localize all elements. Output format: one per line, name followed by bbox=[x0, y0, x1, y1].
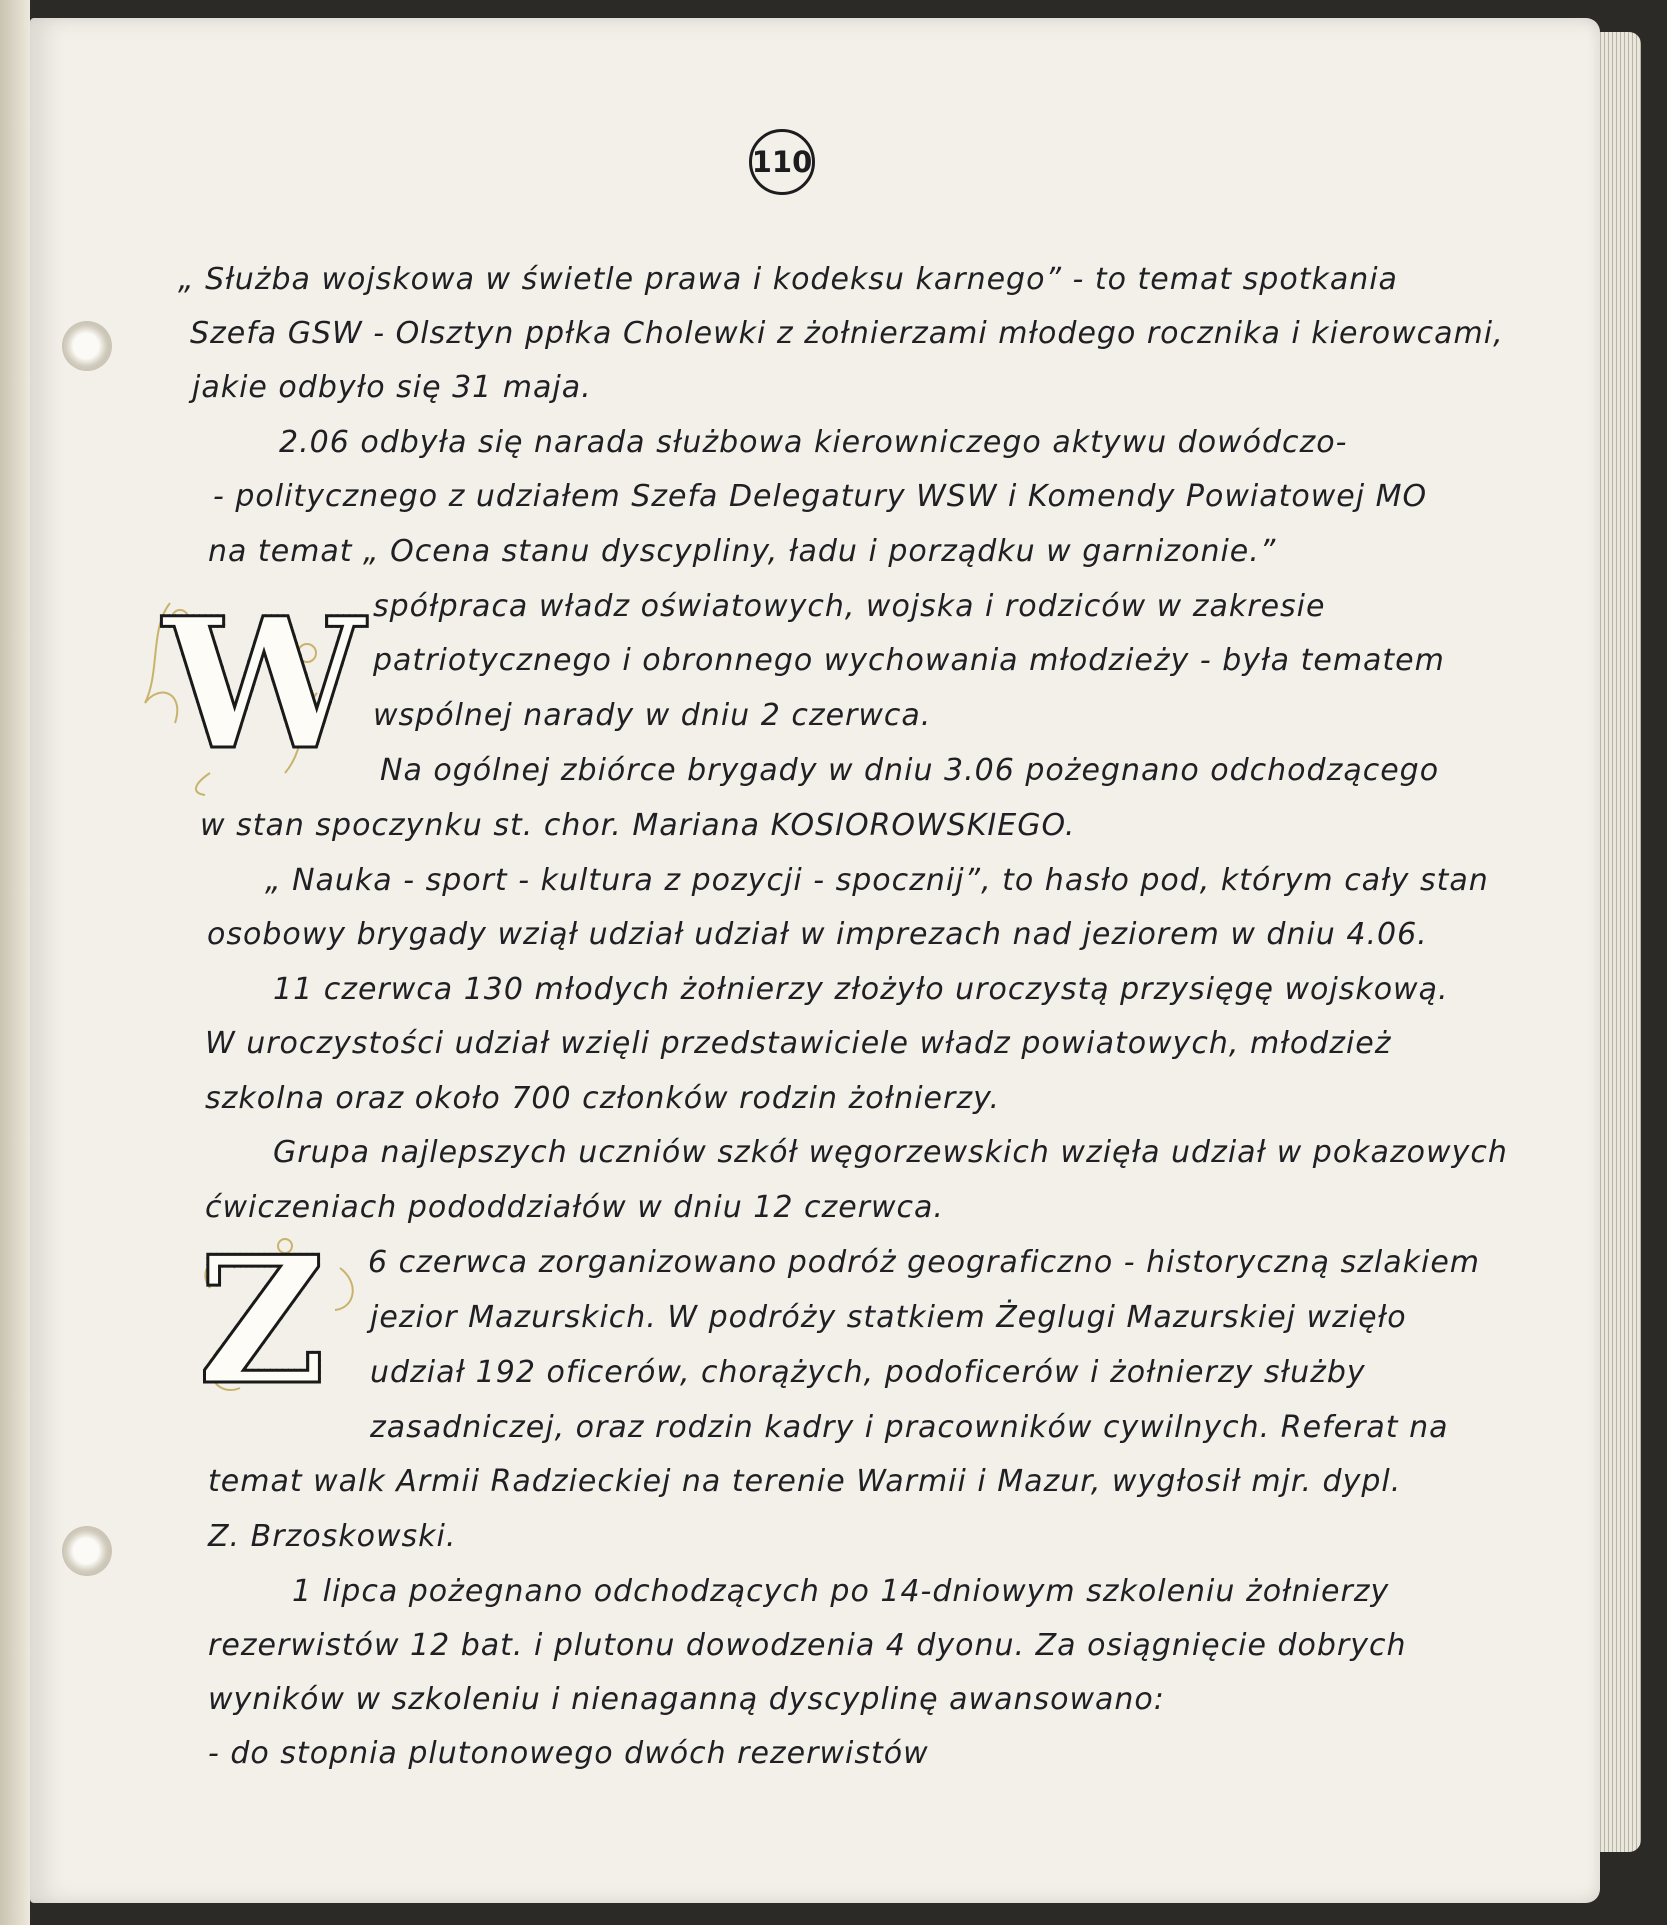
text-line: 11 czerwca 130 młodych żołnierzy złożyło uroczystą przysięgę wojskową. bbox=[273, 972, 1449, 1007]
binding-hole bbox=[64, 1528, 110, 1574]
text-line: wyników w szkoleniu i nienaganną dyscyplinę awansowano: bbox=[208, 1682, 1165, 1717]
text-line: „ Służba wojskowa w świetle prawa i kodeksu karnego” - to temat spotkania bbox=[178, 262, 1398, 297]
binding-hole bbox=[64, 323, 110, 369]
text-line: udział 192 oficerów, chorążych, podoficerów i żołnierzy służby bbox=[370, 1355, 1366, 1390]
text-line: patriotycznego i obronnego wychowania młodzieży - była tematem bbox=[373, 643, 1445, 678]
text-line: Szefa GSW - Olsztyn ppłka Cholewki z żołnierzami młodego rocznika i kierowcami, bbox=[190, 316, 1504, 351]
text-line: osobowy brygady wziął udział udział w imprezach nad jeziorem w dniu 4.06. bbox=[207, 917, 1428, 952]
text-line: spółpraca władz oświatowych, wojska i rodziców w zakresie bbox=[373, 589, 1326, 624]
left-page-edge bbox=[0, 0, 30, 1925]
text-line: jakie odbyło się 31 maja. bbox=[192, 370, 592, 405]
text-line: 6 czerwca zorganizowano podróż geograficzno - historyczną szlakiem bbox=[368, 1245, 1481, 1280]
decorated-initial-w bbox=[135, 579, 366, 798]
text-line: ćwiczeniach pododdziałów w dniu 12 czerwca. bbox=[205, 1190, 944, 1225]
initial-letter-z: Z bbox=[198, 1219, 326, 1424]
text-line: zasadniczej, oraz rodzin kadry i pracowników cywilnych. Referat na bbox=[370, 1410, 1449, 1445]
text-line: temat walk Armii Radzieckiej na terenie Warmii i Mazur, wygłosił mjr. dypl. bbox=[208, 1464, 1402, 1499]
text-line: W uroczystości udział wzięli przedstawiciele władz powiatowych, młodzież bbox=[205, 1026, 1392, 1061]
document-page bbox=[30, 18, 1600, 1903]
text-line: - do stopnia plutonowego dwóch rezerwistów bbox=[208, 1736, 929, 1771]
text-line: Z. Brzoskowski. bbox=[208, 1519, 457, 1554]
text-line: rezerwistów 12 bat. i plutonu dowodzenia 4 dyonu. Za osiągnięcie dobrych bbox=[208, 1628, 1407, 1663]
text-line: „ Nauka - sport - kultura z pozycji - spocznij”, to hasło pod, którym cały stan bbox=[265, 863, 1489, 898]
text-line: na temat „ Ocena stanu dyscypliny, ładu i porządku w garnizonie.” bbox=[208, 534, 1277, 569]
text-line: w stan spoczynku st. chor. Mariana KOSIOROWSKIEGO. bbox=[200, 808, 1076, 843]
text-line: Na ogólnej zbiórce brygady w dniu 3.06 pożegnano odchodzącego bbox=[380, 753, 1440, 788]
text-line: 1 lipca pożegnano odchodzących po 14-dniowym szkoleniu żołnierzy bbox=[292, 1574, 1390, 1609]
text-line: 2.06 odbyła się narada służbowa kierowniczego aktywu dowódczo- bbox=[279, 425, 1348, 460]
text-line: wspólnej narady w dniu 2 czerwca. bbox=[373, 698, 932, 733]
text-line: Grupa najlepszych uczniów szkół węgorzewskich wzięła udział w pokazowych bbox=[273, 1135, 1508, 1170]
text-line: jezior Mazurskich. W podróży statkiem Żeglugi Mazurskiej wzięło bbox=[370, 1300, 1407, 1335]
text-line: - politycznego z udziałem Szefa Delegatury WSW i Komendy Powiatowej MO bbox=[213, 479, 1428, 514]
text-line: szkolna oraz około 700 członków rodzin żołnierzy. bbox=[205, 1081, 1001, 1116]
decorated-initial-z bbox=[190, 1219, 370, 1428]
initial-letter-w: W bbox=[163, 579, 366, 790]
page-number: 110 bbox=[749, 129, 815, 195]
